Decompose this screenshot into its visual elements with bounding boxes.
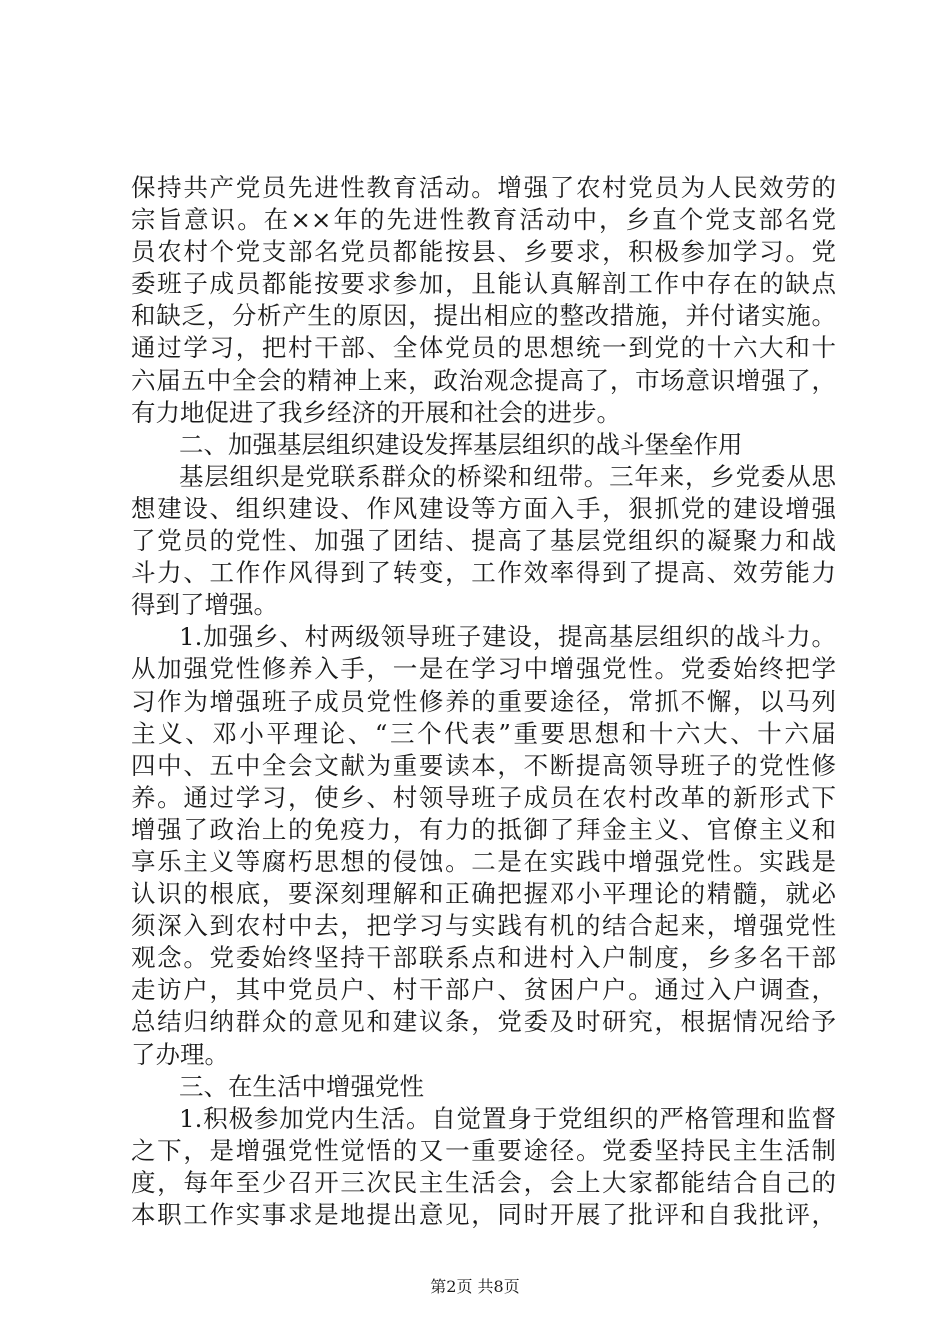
body-line: 本职工作实事求是地提出意见，同时开展了批评和自我批评，: [131, 1200, 836, 1229]
section-heading: 二、加强基层组织建设发挥基层组织的战斗堡垒作用: [179, 429, 743, 459]
body-line: 养。通过学习，使乡、村领导班子成员在农村改革的新形式下: [131, 782, 836, 812]
body-line: 走访户，其中党员户、村干部户、贫困户户。通过入户调查，: [131, 975, 836, 1005]
body-line: 通过学习，把村干部、全体党员的思想统一到党的十六大和十: [131, 333, 836, 363]
body-line: 了办理。: [131, 1039, 229, 1069]
body-line: 了党员的党性、加强了团结、提高了基层党组织的凝聚力和战: [131, 526, 836, 556]
body-line: 得到了增强。: [131, 590, 278, 620]
body-line: 委班子成员都能按要求参加，且能认真解剖工作中存在的缺点: [131, 269, 836, 299]
list-item-heading: 1.加强乡、村两级领导班子建设，提高基层组织的战斗力。: [179, 622, 836, 652]
body-line: 员农村个党支部名党员都能按县、乡要求，积极参加学习。党: [131, 237, 836, 267]
body-line: 度，每年至少召开三次民主生活会，会上大家都能结合自己的: [131, 1167, 836, 1197]
body-line: 总结归纳群众的意见和建议条，党委及时研究，根据情况给予: [131, 1007, 836, 1037]
body-line: 须深入到农村中去，把学习与实践有机的结合起来，增强党性: [131, 911, 836, 941]
body-line: 观念。党委始终坚持干部联系点和进村入户制度，乡多名干部: [131, 943, 836, 973]
page-footer: 第2页 共8页: [430, 1277, 520, 1296]
body-line: 宗旨意识。在××年的先进性教育活动中，乡直个党支部名党: [131, 205, 836, 235]
body-line: 保持共产党员先进性教育活动。增强了农村党员为人民效劳的: [131, 173, 836, 202]
body-line: 斗力、工作作风得到了转变，工作效率得到了提高、效劳能力: [131, 558, 836, 588]
body-line: 六届五中全会的精神上来，政治观念提高了，市场意识增强了，: [131, 365, 836, 395]
body-line: 和缺乏，分析产生的原因，提出相应的整改措施，并付诸实施。: [131, 301, 836, 331]
body-line: 增强了政治上的免疫力，有力的抵御了拜金主义、官僚主义和: [131, 814, 836, 844]
body-line: 之下，是增强党性觉悟的又一重要途径。党委坚持民主生活制: [131, 1135, 836, 1165]
body-line: 认识的根底，要深刻理解和正确把握邓小平理论的精髓，就必: [131, 879, 836, 909]
body-line: 有力地促进了我乡经济的开展和社会的进步。: [131, 397, 621, 427]
body-line: 四中、五中全会文献为重要读本，不断提高领导班子的党性修: [131, 750, 836, 780]
document-body: [131, 172, 836, 1231]
body-line: 从加强党性修养入手，一是在学习中增强党性。党委始终把学: [131, 654, 836, 684]
body-line: 主义、邓小平理论、“三个代表”重要思想和十六大、十六届: [131, 718, 836, 748]
body-line: 基层组织是党联系群众的桥梁和纽带。三年来，乡党委从思: [179, 461, 836, 491]
body-line: 习作为增强班子成员党性修养的重要途径，常抓不懈，以马列: [131, 686, 836, 716]
body-line: 想建设、组织建设、作风建设等方面入手，狠抓党的建设增强: [131, 493, 836, 523]
section-heading: 三、在生活中增强党性: [179, 1071, 424, 1101]
body-line: 享乐主义等腐朽思想的侵蚀。二是在实践中增强党性。实践是: [131, 846, 836, 876]
list-item-heading: 1.积极参加党内生活。自觉置身于党组织的严格管理和监督: [179, 1103, 836, 1133]
